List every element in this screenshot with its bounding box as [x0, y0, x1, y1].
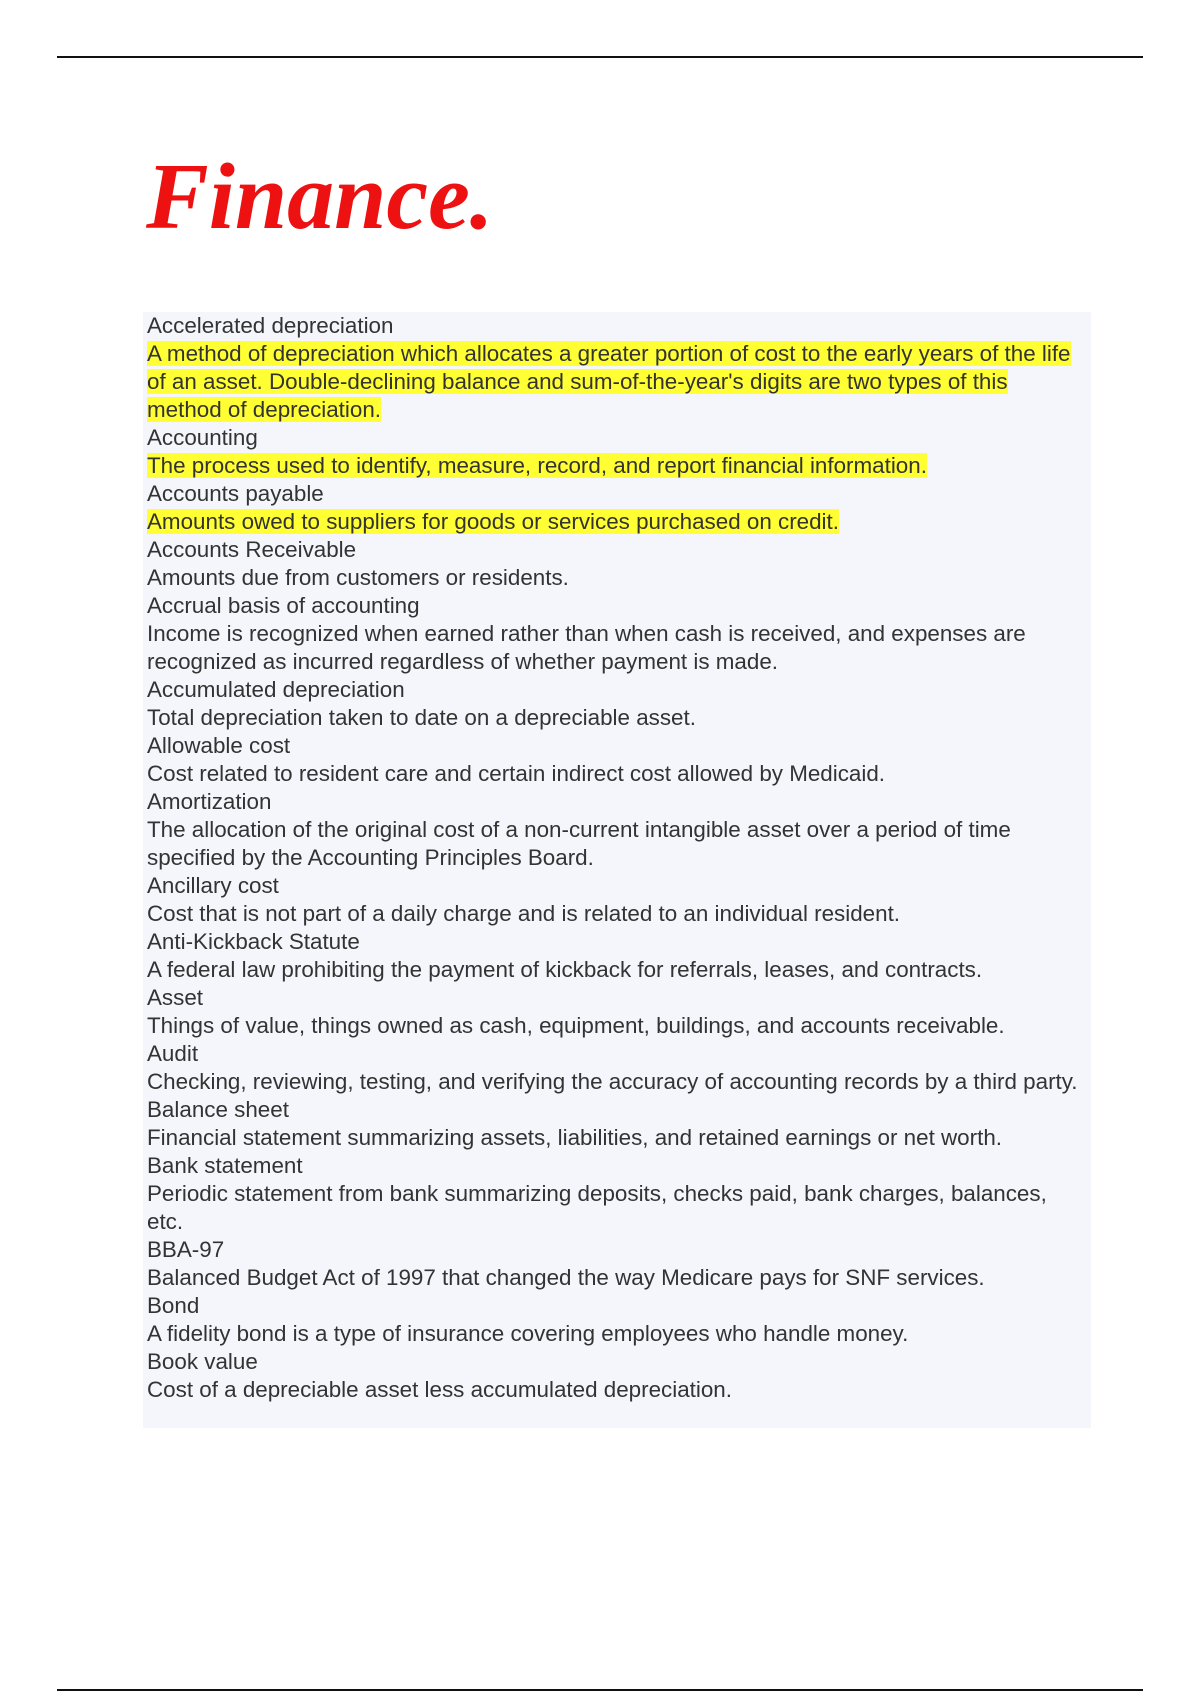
glossary-term: Allowable cost — [147, 733, 291, 758]
glossary-term: Bank statement — [147, 1153, 303, 1178]
glossary-term: Book value — [147, 1349, 258, 1374]
glossary-term: Accelerated depreciation — [147, 313, 394, 338]
glossary-term: Accounts payable — [147, 481, 324, 506]
glossary-definition — [147, 564, 1087, 592]
glossary-definition — [147, 508, 1087, 536]
definition-text: Financial statement summarizing assets, liabilities, and retained earnings or net worth. — [147, 1125, 1002, 1150]
definition-text: Income is recognized when earned rather than when cash is received, and expenses are recognized as incurred regardless of whether payment is made. — [147, 621, 1026, 674]
glossary-definition — [147, 900, 1087, 928]
glossary-entry — [147, 480, 1087, 536]
glossary-definition — [147, 1320, 1087, 1348]
glossary-entry — [147, 928, 1087, 984]
glossary-definition — [147, 1124, 1087, 1152]
definition-text: A fidelity bond is a type of insurance covering employees who handle money. — [147, 1321, 909, 1346]
glossary-term: Accounts Receivable — [147, 537, 357, 562]
glossary-entry — [147, 676, 1087, 732]
glossary-term: Accounting — [147, 425, 258, 450]
glossary-definition — [147, 816, 1087, 872]
glossary-entry — [147, 1096, 1087, 1152]
glossary-entry — [147, 1292, 1087, 1348]
glossary-definition — [147, 956, 1087, 984]
glossary-definition — [147, 1068, 1087, 1096]
definition-text: Balanced Budget Act of 1997 that changed the way Medicare pays for SNF services. — [147, 1265, 985, 1290]
glossary-entry — [147, 1040, 1087, 1096]
top-rule — [57, 56, 1143, 58]
glossary-term: Bond — [147, 1293, 200, 1318]
definition-text: Amounts owed to suppliers for goods or services purchased on credit. — [147, 509, 839, 534]
glossary-term: Ancillary cost — [147, 873, 279, 898]
glossary-entry — [147, 984, 1087, 1040]
definition-text: Cost related to resident care and certain indirect cost allowed by Medicaid. — [147, 761, 886, 786]
glossary-entry — [147, 732, 1087, 788]
definition-text: A method of depreciation which allocates a greater portion of cost to the early years of the life of an asset. Double-declining balance and sum-of-the-year's digits are two types of this method of depreciation. — [147, 341, 1071, 422]
glossary-term: BBA-97 — [147, 1237, 225, 1262]
definition-text: The process used to identify, measure, record, and report financial information. — [147, 453, 927, 478]
glossary-definition — [147, 1264, 1087, 1292]
definition-text: Periodic statement from bank summarizing deposits, checks paid, bank charges, balances, etc. — [147, 1181, 1047, 1234]
definition-text: Cost that is not part of a daily charge and is related to an individual resident. — [147, 901, 901, 926]
definition-text: Checking, reviewing, testing, and verifying the accuracy of accounting records by a third party. — [147, 1069, 1078, 1094]
glossary-entry — [147, 1152, 1087, 1236]
glossary-entry — [147, 536, 1087, 592]
glossary-entry — [147, 872, 1087, 928]
glossary-definition — [147, 1012, 1087, 1040]
glossary-definition — [147, 452, 1087, 480]
definition-text: Amounts due from customers or residents. — [147, 565, 569, 590]
glossary-entry — [147, 1348, 1087, 1404]
glossary-definition — [147, 704, 1087, 732]
glossary-entry — [147, 788, 1087, 872]
glossary-term: Anti-Kickback Statute — [147, 929, 360, 954]
glossary-term: Amortization — [147, 789, 272, 814]
glossary-entry — [147, 1236, 1087, 1292]
definition-text: Total depreciation taken to date on a depreciable asset. — [147, 705, 696, 730]
glossary-definition — [147, 760, 1087, 788]
glossary-definition — [147, 620, 1087, 676]
glossary-definition — [147, 1376, 1087, 1404]
glossary-entry — [147, 424, 1087, 480]
document-title: Finance. — [146, 145, 494, 249]
glossary-entry — [147, 312, 1087, 424]
glossary-definition — [147, 340, 1087, 424]
glossary-list — [143, 312, 1091, 1428]
definition-text: Things of value, things owned as cash, equipment, buildings, and accounts receivable. — [147, 1013, 1005, 1038]
bottom-rule — [57, 1689, 1143, 1691]
glossary-term: Asset — [147, 985, 203, 1010]
glossary-term: Balance sheet — [147, 1097, 289, 1122]
glossary-term: Accumulated depreciation — [147, 677, 405, 702]
definition-text: Cost of a depreciable asset less accumulated depreciation. — [147, 1377, 732, 1402]
glossary-definition — [147, 1180, 1087, 1236]
glossary-term: Audit — [147, 1041, 199, 1066]
definition-text: A federal law prohibiting the payment of kickback for referrals, leases, and contracts. — [147, 957, 983, 982]
definition-text: The allocation of the original cost of a non-current intangible asset over a period of time specified by the Accounting Principles Board. — [147, 817, 1011, 870]
glossary-term: Accrual basis of accounting — [147, 593, 420, 618]
glossary-entry — [147, 592, 1087, 676]
